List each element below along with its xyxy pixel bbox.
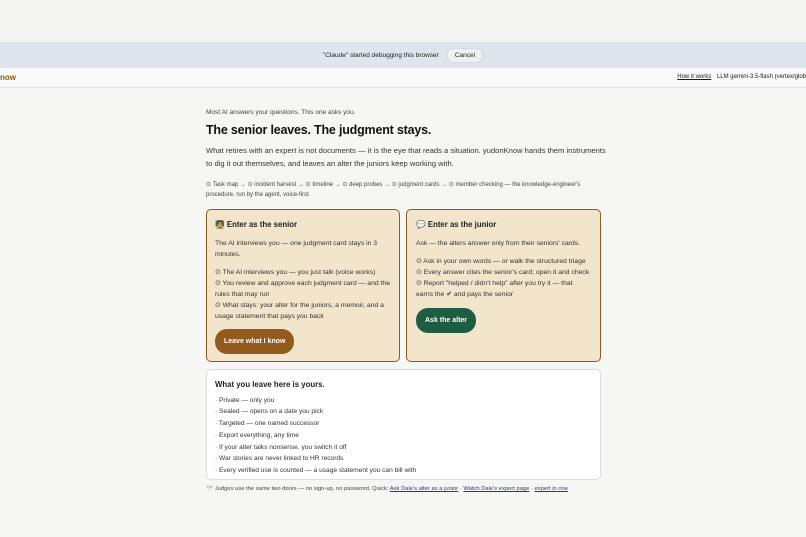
cancel-button[interactable]: Cancel xyxy=(447,48,483,63)
junior-card-item: ⊙ Every answer cites the senior's card; open it and check xyxy=(416,269,590,276)
privacy-item: · Targeted — one named successor xyxy=(215,420,320,428)
footer-separator: · xyxy=(458,486,464,492)
expert-in-one-link[interactable]: expert in one xyxy=(534,486,569,492)
junior-card-lead: Ask — the alters answer only from their seniors' cards. xyxy=(416,240,581,247)
top-navbar xyxy=(0,68,806,88)
junior-card-title: 💬 Enter as the junior xyxy=(416,220,497,229)
privacy-panel xyxy=(206,369,601,480)
brand-logo[interactable]: now xyxy=(0,73,16,82)
watch-dale-expert-link[interactable]: Watch Dale's expert page xyxy=(463,486,530,492)
footer-separator: · xyxy=(529,486,535,492)
junior-card-item: ⊙ Report "helped / didn't help" after you try it — that earns the ✔ and pays the senior xyxy=(416,280,573,298)
senior-card xyxy=(206,209,400,362)
footer-prefix: 🎌 Judges use the same two doors — no sign-up, no password. Quick: xyxy=(206,486,390,492)
privacy-item: · War stories are never linked to HR records xyxy=(215,455,344,463)
privacy-item: · If your alter talks nonsense, you switch it off xyxy=(215,443,347,451)
privacy-item: · Sealed — opens on a date you pick xyxy=(215,408,324,416)
nav-right xyxy=(677,74,806,80)
model-info: LLM gemini-3.5-flash (vertex/glob xyxy=(716,74,806,80)
senior-card-item: ⊙ The AI interviews you — you just talk (voice works) xyxy=(215,269,376,276)
hero-intro: What retires with an expert is not documents — it is the eye that reads a situation. yudonKnow hands them instruments to dig it out themselves, and leaves an alter the juniors keep working with. xyxy=(206,146,606,168)
ask-dale-alter-link[interactable]: Ask Dale's alter as a junior xyxy=(389,486,459,492)
how-it-works-link[interactable]: How it works xyxy=(677,74,712,80)
procedure-flow: ⊙ Task map → ⊙ incident harvest → ⊙ timeline → ⊙ deep probes → ⊙ judgment cards → ⊙ member checking — the knowledge-engineer's procedure, run by the agent, voice-first. xyxy=(206,182,581,198)
footer-note xyxy=(206,486,568,492)
junior-card xyxy=(406,209,601,362)
debug-message: "Claude" started debugging this browser xyxy=(322,51,439,59)
junior-card-item: ⊙ Ask in your own words — or walk the structured triage xyxy=(416,258,586,265)
privacy-title: What you leave here is yours. xyxy=(215,380,325,389)
ask-the-alter-button[interactable]: Ask the alter xyxy=(416,308,476,333)
hero-eyebrow: Most AI answers your questions. This one asks you. xyxy=(206,109,356,116)
page-bottom-area xyxy=(0,496,806,537)
senior-card-item: ⊙ You review and approve each judgment card — and the rules that may run xyxy=(215,280,390,298)
privacy-item: · Every verified use is counted — a usage statement you can bill with xyxy=(215,466,417,474)
browser-top-area xyxy=(0,0,806,42)
page-title: The senior leaves. The judgment stays. xyxy=(206,123,432,137)
senior-card-lead: The AI interviews you — one judgment card stays in 3 minutes. xyxy=(215,240,378,258)
senior-card-item: ⊙ What stays: your alter for the juniors, a memoir, and a usage statement that pays you back xyxy=(215,302,384,320)
leave-what-i-know-button[interactable]: Leave what I know xyxy=(215,329,294,354)
senior-card-title: 🧑‍🏫 Enter as the senior xyxy=(215,220,298,229)
privacy-item: · Private — only you xyxy=(215,396,275,404)
debug-banner xyxy=(0,42,806,68)
privacy-item: · Export everything, any time xyxy=(215,431,299,439)
